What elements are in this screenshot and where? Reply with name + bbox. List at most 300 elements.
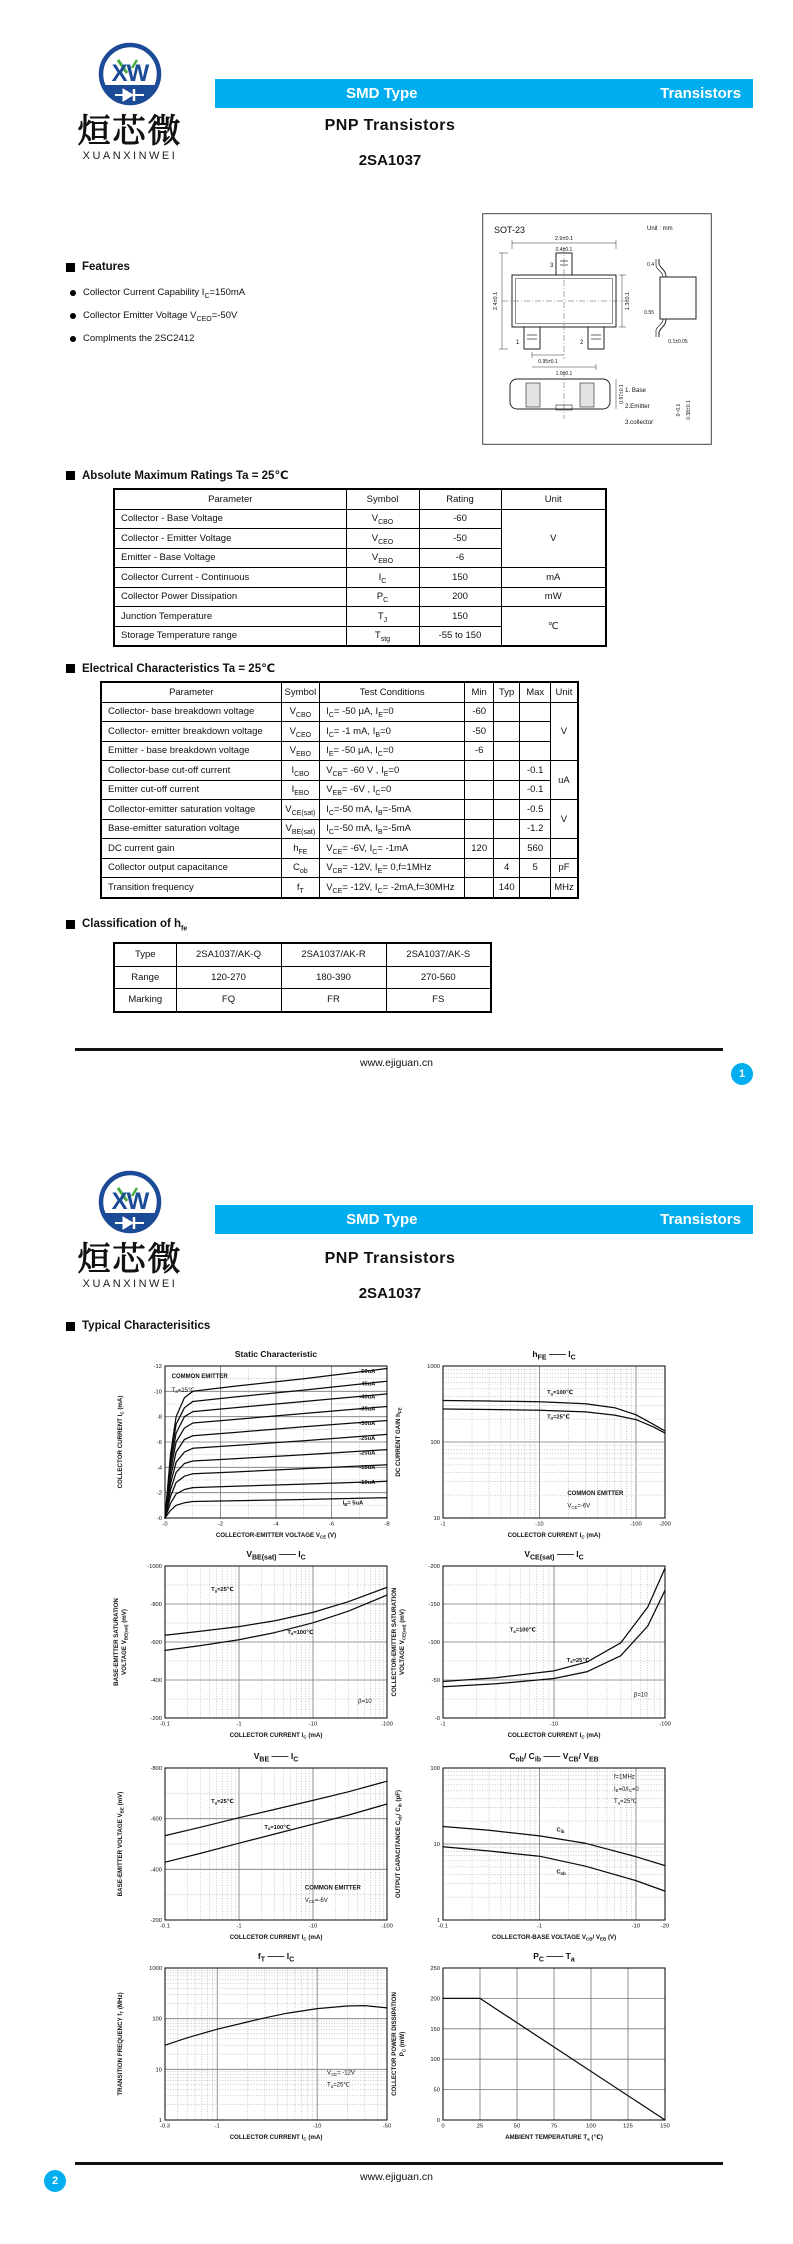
svg-text:VCE= -12V: $V_{CE}= -12V$: [327, 2070, 355, 2077]
table-cell: $C_{ob}$: [281, 858, 320, 878]
table-cell: $T_{stg}$: [346, 626, 419, 646]
chart-canvas: [110, 1361, 403, 1551]
table-cell: $V_{CB}= -60$ V , $I_E=0$: [320, 761, 465, 781]
unit-cell: [551, 839, 578, 859]
unit-cell: V: [551, 800, 578, 839]
table-cell: $V_{EBO}$: [346, 548, 419, 568]
bullet-icon: [70, 290, 76, 296]
unit-cell: ℃: [501, 607, 606, 647]
chart-title: $h_{FE}$ —— $I_C$: [532, 1349, 576, 1362]
table-cell: -55 to 150: [419, 626, 501, 646]
table-cell: [494, 702, 520, 722]
table-header-row: [114, 489, 606, 509]
unit-cell: V: [501, 509, 606, 568]
svg-text:-50: -50: [382, 2123, 392, 2130]
svg-text:-6: -6: [328, 1521, 335, 1528]
table-row: [114, 568, 606, 588]
table-cell: FQ: [176, 989, 281, 1012]
svg-text:COLLECTOR CURRENT IC (mA): COLLECTOR CURRENT $I_C$ (mA): [229, 2134, 323, 2142]
svg-text:150: 150: [430, 2026, 440, 2033]
table-row: [101, 741, 578, 761]
table-cell: 2SA1037/AK-S: [386, 943, 491, 966]
table-cell: 560: [520, 839, 551, 859]
logo-icon: [94, 1168, 166, 1240]
table-cell: Collector Current - Continuous: [114, 568, 346, 588]
table-cell: $I_{EBO}$: [281, 780, 320, 800]
column-header: Unit: [501, 489, 606, 509]
dim-body: 1.3±0.1: [625, 291, 631, 311]
table-cell: Storage Temperature range: [114, 626, 346, 646]
svg-text:BASE-EMITTER SATURATION: BASE-EMITTER SATURATION: [113, 1598, 120, 1686]
dim-span: 1.9±0.1: [555, 371, 573, 377]
table-cell: [465, 761, 494, 781]
table-cell: -50: [419, 529, 501, 549]
chart-canvas: [388, 1361, 678, 1551]
svg-text:-6: -6: [156, 1440, 162, 1446]
table-row: [114, 509, 606, 529]
heading-text: Features: [82, 261, 130, 273]
svg-text:-0.1: -0.1: [160, 1721, 170, 1728]
svg-text:-10uA: -10uA: [359, 1479, 376, 1486]
svg-text:COMMON EMITTER: COMMON EMITTER: [171, 1374, 228, 1381]
svg-text:β=10: β=10: [358, 1698, 372, 1705]
chart-title: Static Characteristic: [234, 1349, 318, 1359]
table-header-row: [101, 682, 578, 702]
square-bullet-icon: [66, 1322, 75, 1331]
svg-text:Ta=100℃: $T_a=100℃$: [547, 1389, 574, 1397]
chart-static-characteristic: [110, 1348, 403, 1551]
svg-text:-0: -0: [434, 1716, 440, 1722]
table-cell: -1.2: [520, 819, 551, 839]
footer-url: www.ejiguan.cn: [360, 1057, 433, 1069]
table-cell: Collector Power Dissipation: [114, 587, 346, 607]
heading-text: Classification of $h_{fe}$: [82, 918, 188, 933]
svg-text:COLLECTOR POWER DISSIPATION: COLLECTOR POWER DISSIPATION: [391, 1992, 398, 2096]
svg-text:AMBIENT TEMPERATURE Ta (℃): AMBIENT TEMPERATURE $T_a$ (℃): [505, 2134, 603, 2142]
svg-text:100: 100: [430, 1440, 440, 1446]
table-cell: [520, 741, 551, 761]
svg-text:100: 100: [430, 2057, 440, 2064]
table-cell: [494, 819, 520, 839]
table-cell: 2SA1037/AK-R: [281, 943, 386, 966]
table-cell: Junction Temperature: [114, 607, 346, 627]
package-name: SOT-23: [494, 225, 526, 235]
feature-item: [70, 310, 237, 321]
part-number-title: 2SA1037: [358, 152, 422, 169]
chart-capacitance-vs-voltage: [388, 1750, 678, 1953]
chart-title: $V_{CE(sat)}$ —— $I_C$: [524, 1549, 584, 1562]
svg-text:COLLECTOR CURRENT IC (mA): COLLECTOR CURRENT $I_C$ (mA): [507, 1532, 601, 1540]
table-cell: [465, 800, 494, 820]
chart-title: $V_{BE(sat)}$ —— $I_C$: [246, 1549, 306, 1562]
company-logo: [60, 40, 200, 162]
table-cell: $P_C$: [346, 587, 419, 607]
table-cell: $V_{CEO}$: [281, 722, 320, 742]
pin2-number: 2: [580, 340, 584, 346]
table-cell: 150: [419, 607, 501, 627]
svg-text:-1: -1: [236, 1721, 242, 1728]
svg-text:-200: -200: [150, 1716, 162, 1722]
svg-text:-0.3: -0.3: [160, 2123, 170, 2130]
svg-text:-800: -800: [150, 1602, 162, 1608]
svg-text:Ta=25℃: $T_a=25℃$: [547, 1414, 570, 1421]
svg-text:COMMON EMITTER: COMMON EMITTER: [304, 1885, 361, 1892]
table-cell: 180-390: [281, 966, 386, 989]
svg-text:-2: -2: [217, 1521, 224, 1528]
dim-lead-top: 0.4: [647, 262, 654, 268]
unit-cell: uA: [551, 761, 578, 800]
logo-chinese-name: 烜芯微: [77, 1240, 183, 1277]
svg-text:-0.1: -0.1: [438, 1923, 448, 1930]
column-header: Min: [465, 682, 494, 702]
pin-legend-collector: 3.collector: [625, 419, 654, 426]
package-front-view: [510, 379, 610, 410]
svg-text:β=10: β=10: [633, 1692, 648, 1699]
svg-text:COLLCETOR CURRENT IC (mA): COLLCETOR CURRENT $I_C$ (mA): [229, 1934, 323, 1942]
svg-text:COMMON EMITTER: COMMON EMITTER: [567, 1491, 624, 1498]
svg-text:-20: -20: [660, 1923, 670, 1930]
svg-text:-1: -1: [536, 1923, 543, 1930]
table-cell: $I_E= -50$ μA, $I_C=0$: [320, 741, 465, 761]
table-cell: $V_{CE}= -12V$, $I_C= -2mA,f=30MHz$: [320, 878, 465, 898]
svg-text:-1: -1: [236, 1923, 242, 1930]
table-cell: $I_C=-50$ mA, $I_B=-5mA$: [320, 819, 465, 839]
chart-canvas: [388, 1963, 678, 2153]
svg-text:-600: -600: [150, 1640, 162, 1646]
svg-text:VOLTAGE VCE(sat) (mV): VOLTAGE $V_{CE(sat)}$ (mV): [399, 1609, 407, 1675]
svg-text:1000: 1000: [427, 1364, 440, 1370]
page-number-badge: 1: [731, 1063, 753, 1085]
svg-text:-15uA: -15uA: [359, 1465, 376, 1472]
table-cell: $f_T$: [281, 878, 320, 898]
svg-text:0: 0: [441, 2123, 445, 2130]
svg-text:-1: -1: [214, 2123, 220, 2130]
svg-text:100: 100: [430, 1766, 440, 1772]
table-cell: -6: [465, 741, 494, 761]
table-cell: [465, 858, 494, 878]
table-cell: [494, 761, 520, 781]
svg-text:-10: -10: [549, 1721, 559, 1728]
company-logo: [60, 1168, 200, 1290]
chart-pc-vs-ta: [388, 1950, 678, 2153]
svg-text:-200: -200: [428, 1564, 440, 1570]
svg-text:Ta=25℃: $T_a=25℃$: [613, 1798, 637, 1806]
svg-text:-10: -10: [535, 1521, 544, 1528]
table-cell: Base-emitter saturation voltage: [101, 819, 281, 839]
svg-text:125: 125: [623, 2123, 633, 2130]
chart-ft-vs-ic: [110, 1950, 400, 2153]
svg-text:-0.1: -0.1: [160, 1923, 170, 1930]
header-bar: [215, 1205, 753, 1234]
svg-text:-800: -800: [150, 1766, 162, 1772]
footer-url: www.ejiguan.cn: [360, 2171, 433, 2183]
svg-text:-50uA: -50uA: [359, 1368, 376, 1375]
svg-text:-0: -0: [162, 1521, 168, 1528]
table-row: [101, 722, 578, 742]
feature-text: Complments the 2SC2412: [83, 333, 195, 344]
chart-canvas: [110, 1963, 400, 2153]
table-cell: $I_C=-50$ mA, $I_B=-5mA$: [320, 800, 465, 820]
table-cell: 2SA1037/AK-Q: [176, 943, 281, 966]
column-header: Test Conditions: [320, 682, 465, 702]
unit-cell: MHz: [551, 878, 578, 898]
logo-monogram: XW: [111, 1188, 149, 1215]
table-cell: 200: [419, 587, 501, 607]
table-cell: [465, 878, 494, 898]
table-cell: Collector - Emitter Voltage: [114, 529, 346, 549]
table-cell: Emitter - base breakdown voltage: [101, 741, 281, 761]
table-cell: Collector - Base Voltage: [114, 509, 346, 529]
table-row: [101, 878, 578, 898]
chart-vbe-vs-ic: [110, 1750, 403, 1953]
footer-rule: [75, 2162, 723, 2165]
hfe-classification-table: [113, 942, 492, 1013]
table-cell: -50: [465, 722, 494, 742]
svg-text:75: 75: [550, 2123, 558, 2130]
dim-width: 2.9±0.1: [554, 236, 574, 242]
chart-title: $C_{ob}/$ $C_{ib}$ —— $V_{CB}/$ $V_{EB}$: [509, 1751, 599, 1764]
table-cell: Collector- emitter breakdown voltage: [101, 722, 281, 742]
dim-stand: 0.97±0.1: [619, 384, 625, 404]
table-cell: [465, 819, 494, 839]
svg-text:-600: -600: [150, 1816, 162, 1823]
table-cell: Collector- base breakdown voltage: [101, 702, 281, 722]
svg-text:-100: -100: [630, 1521, 642, 1528]
feature-text: Collector Current Capability $I_C=150mA$: [83, 287, 246, 300]
table-cell: Emitter cut-off current: [101, 780, 281, 800]
svg-text:-35uA: -35uA: [359, 1406, 376, 1413]
dim-lead-side: 0.55: [644, 310, 654, 316]
chart-canvas: [110, 1561, 400, 1751]
table-row: [114, 943, 491, 966]
dim-foot: 0.38±0.1: [686, 400, 692, 420]
svg-text:-400: -400: [150, 1678, 162, 1684]
table-row: [101, 761, 578, 781]
svg-text:-40uA: -40uA: [359, 1394, 376, 1401]
svg-text:-100: -100: [659, 1721, 671, 1728]
svg-text:-100: -100: [428, 1640, 440, 1646]
chart-title: $f_T$ —— $I_C$: [257, 1951, 295, 1964]
svg-text:Ta=100℃: $T_a=100℃$: [264, 1824, 291, 1832]
feature-item: [70, 287, 245, 298]
header-bar-right: Transistors: [660, 1211, 741, 1228]
table-cell: $V_{CE}= -6V$, $I_C= -1mA$: [320, 839, 465, 859]
svg-text:VOLTAGE VBE(sat) (mV): VOLTAGE $V_{BE(sat)}$ (mV): [121, 1609, 129, 1675]
svg-text:-150: -150: [428, 1602, 440, 1608]
table-cell: $h_{FE}$: [281, 839, 320, 859]
svg-text:150: 150: [660, 2123, 670, 2130]
table-cell: Collector output capacitance: [101, 858, 281, 878]
table-row: [101, 702, 578, 722]
table-cell: -0.1: [520, 780, 551, 800]
column-header: Parameter: [114, 489, 346, 509]
table-cell: -0.1: [520, 761, 551, 781]
header-bar-center: SMD Type: [346, 1211, 418, 1228]
table-cell: 5: [520, 858, 551, 878]
svg-text:COLLECTOR CURRENT IC (mA): COLLECTOR CURRENT $I_C$ (mA): [507, 1732, 601, 1740]
unit-cell: pF: [551, 858, 578, 878]
table-row: [101, 858, 578, 878]
square-bullet-icon: [66, 471, 75, 480]
svg-text:-10: -10: [153, 1389, 162, 1396]
table-cell: 270-560: [386, 966, 491, 989]
svg-text:TRANSITION FREQUENCY fT (M: TRANSITION FREQUENCY $f_T$ (MHz): [117, 1992, 125, 2096]
svg-text:250: 250: [430, 1966, 440, 1972]
svg-text:-8: -8: [384, 1521, 390, 1528]
table-cell: [465, 780, 494, 800]
electrical-characteristics-heading: [66, 661, 275, 675]
table-cell: $I_C= -50$ μA, $I_E=0$: [320, 702, 465, 722]
table-cell: 120-270: [176, 966, 281, 989]
svg-text:1000: 1000: [149, 1966, 162, 1972]
svg-text:OUTPUT CAPACITANCE Cob/ Cib: OUTPUT CAPACITANCE $C_{ob}/$ $C_{ib}$ (pF): [395, 1789, 403, 1899]
header-bar: [215, 79, 753, 108]
svg-text:-400: -400: [150, 1867, 162, 1874]
table-cell: $V_{CB}= -12V$, $I_E= 0,f=1MHz$: [320, 858, 465, 878]
table-cell: $V_{BE(sat)}$: [281, 819, 320, 839]
pin-legend-base: 1. Base: [625, 387, 646, 394]
footer-rule: [75, 1048, 723, 1051]
svg-text:-10: -10: [631, 1923, 641, 1930]
svg-text:Ta=25℃: $T_a=25℃$: [211, 1587, 234, 1594]
svg-text:200: 200: [430, 1996, 440, 2003]
product-family-title: PNP Transistors: [324, 117, 456, 134]
svg-text:-10: -10: [308, 1721, 318, 1728]
classification-heading: [66, 918, 188, 933]
svg-text:25: 25: [476, 2123, 484, 2130]
svg-text:-12: -12: [153, 1364, 162, 1370]
chart-title: $V_{BE}$ —— $I_C$: [253, 1751, 299, 1764]
svg-text:Cob: $C_{ob}$: [556, 1869, 566, 1876]
table-cell: $V_{EBO}$: [281, 741, 320, 761]
svg-text:f=1MHz: f=1MHz: [613, 1774, 635, 1781]
column-header: Unit: [551, 682, 578, 702]
table-cell: DC current gain: [101, 839, 281, 859]
svg-text:50: 50: [513, 2123, 521, 2130]
svg-text:-20uA: -20uA: [359, 1450, 376, 1457]
svg-text:-8: -8: [156, 1414, 162, 1421]
table-cell: $I_{CBO}$: [281, 761, 320, 781]
svg-text:DC CURRENT GAIN hFE: DC CURRENT GAIN $h_{FE}$: [395, 1407, 403, 1477]
svg-text:0: 0: [436, 2118, 440, 2124]
svg-text:Ta=25℃: $T_a=25℃$: [327, 2082, 351, 2089]
svg-text:VCE=-6V: $V_{CE}=-6V$: [567, 1503, 591, 1510]
part-number-title: 2SA1037: [358, 1285, 422, 1302]
chart-hfe-vs-ic: [388, 1348, 678, 1551]
chart-canvas: [388, 1561, 678, 1751]
chart-vbesat-vs-ic: [110, 1548, 400, 1751]
table-row: [101, 839, 578, 859]
pin1-number: 1: [516, 340, 520, 346]
heading-text: Typical Characterisitics: [82, 1320, 211, 1332]
svg-text:-10: -10: [308, 1923, 318, 1930]
table-cell: [494, 741, 520, 761]
svg-text:COLLECTOR-BASE VOLTAGE VCB/: COLLECTOR-BASE VOLTAGE $V_{CB}/$ $V_{EB}$ (V): [491, 1934, 617, 1942]
table-row: [101, 780, 578, 800]
table-cell: -6: [419, 548, 501, 568]
svg-text:10: 10: [155, 2067, 162, 2074]
features-heading: [66, 261, 130, 273]
svg-text:-100: -100: [381, 1923, 393, 1930]
logo-icon: [94, 40, 166, 112]
table-cell: $I_C= -1$ mA, $I_B=0$: [320, 722, 465, 742]
dim-height: 2.4±0.1: [493, 291, 499, 311]
svg-text:-0: -0: [156, 1516, 162, 1522]
unit-cell: mW: [501, 587, 606, 607]
table-cell: Collector-base cut-off current: [101, 761, 281, 781]
svg-text:50: 50: [433, 2087, 440, 2094]
table-cell: Collector-emitter saturation voltage: [101, 800, 281, 820]
svg-text:-10: -10: [312, 2123, 322, 2130]
column-header: Symbol: [346, 489, 419, 509]
header-bar-right: Transistors: [660, 85, 741, 102]
dim-gap: 0~0.1: [676, 403, 682, 417]
absolute-maximum-ratings-table: [113, 488, 607, 647]
svg-text:Cib: $C_{ib}$: [556, 1827, 565, 1835]
unit-cell: mA: [501, 568, 606, 588]
svg-text:BASE-EMITTER VOLTAGE VBE (: BASE-EMITTER VOLTAGE $V_{BE}$ (mV): [117, 1791, 125, 1897]
svg-text:10: 10: [433, 1842, 440, 1848]
package-side-view: [656, 259, 696, 337]
table-cell: -0.5: [520, 800, 551, 820]
svg-text:1: 1: [436, 1918, 440, 1924]
column-header: Max: [520, 682, 551, 702]
package-drawing: [482, 213, 712, 445]
package-unit: Unit : mm: [647, 226, 673, 232]
table-cell: 140: [494, 878, 520, 898]
dim-tab: 0.4±0.1: [555, 247, 573, 253]
svg-text:IB= 5uA: $I_B= 5uA$: [342, 1500, 364, 1508]
pin3-number: 3: [550, 263, 554, 269]
svg-text:Ta=25℃: $T_a=25℃$: [566, 1657, 590, 1665]
dimension-lines: [499, 240, 626, 409]
table-cell: FS: [386, 989, 491, 1012]
svg-text:IE=0/IC=0: $I_E=0/I_C=0$: [613, 1786, 639, 1794]
chart-title: $P_C$ —— $T_a$: [533, 1951, 575, 1964]
svg-text:Ta=25℃: $T_a=25℃$: [211, 1798, 234, 1806]
svg-text:PC (mW): $P_C$ (mW): [399, 2031, 407, 2057]
table-row: [114, 966, 491, 989]
square-bullet-icon: [66, 664, 75, 673]
product-family-title: PNP Transistors: [324, 1250, 456, 1267]
bullet-icon: [70, 313, 76, 319]
table-row: [101, 819, 578, 839]
table-row: [114, 989, 491, 1012]
dim-pitch: 0.95±0.1: [538, 359, 558, 365]
svg-text:COLLECTOR CURRENT IC (mA): COLLECTOR CURRENT $I_C$ (mA): [117, 1395, 125, 1489]
table-cell: Range: [114, 966, 176, 989]
typical-characteristics-heading: [66, 1320, 210, 1332]
svg-text:-2: -2: [156, 1490, 162, 1497]
table-cell: $V_{CE(sat)}$: [281, 800, 320, 820]
table-cell: [494, 800, 520, 820]
table-cell: $V_{CBO}$: [346, 509, 419, 529]
table-cell: Emitter - Base Voltage: [114, 548, 346, 568]
logo-english-name: XUANXINWEI: [82, 149, 178, 162]
column-header: Parameter: [101, 682, 281, 702]
svg-text:-1000: -1000: [147, 1564, 162, 1570]
table-cell: Transition frequency: [101, 878, 281, 898]
chart-vcesat-vs-ic: [388, 1548, 678, 1751]
svg-text:Ta=100℃: $T_a=100℃$: [509, 1627, 536, 1634]
svg-text:Ta=100℃: $T_a=100℃$: [287, 1629, 314, 1637]
svg-text:-4: -4: [273, 1521, 279, 1528]
pin-legend-emitter: 2.Emitter: [625, 403, 650, 410]
table-cell: $V_{EB}= -6V$ , $I_C=0$: [320, 780, 465, 800]
square-bullet-icon: [66, 920, 75, 929]
svg-text:COLLECTOR-EMITTER VOLTAGE VC: COLLECTOR-EMITTER VOLTAGE $V_{CE}$ (V): [215, 1532, 337, 1540]
electrical-characteristics-table: [100, 681, 579, 899]
